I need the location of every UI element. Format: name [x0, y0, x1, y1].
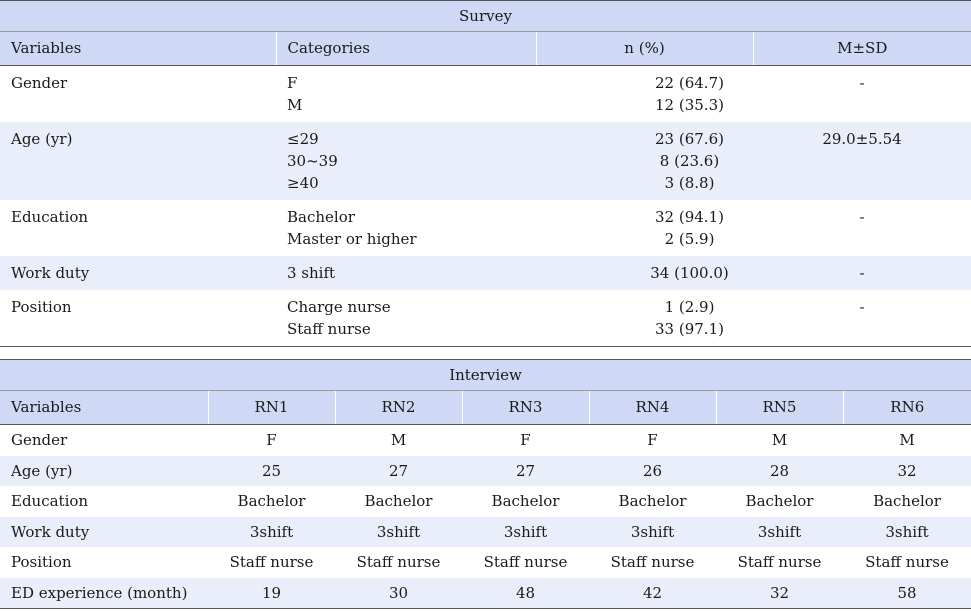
survey-categories-line: F [287, 74, 298, 92]
interview-variable: Work duty [0, 517, 208, 548]
survey-categories-line: 3 shift [287, 264, 336, 282]
survey-categories-line: M [287, 96, 303, 114]
interview-value: 3shift [589, 517, 716, 548]
survey-variable: Education [11, 208, 89, 226]
survey-n-line: 33 (97.1) [655, 320, 724, 338]
interview-table [0, 359, 971, 609]
survey-categories-line: 30~39 [287, 152, 338, 170]
survey-variable: Gender [11, 74, 68, 92]
interview-value: 58 [843, 578, 971, 609]
survey-msd: - [859, 74, 865, 92]
survey-msd: - [859, 208, 865, 226]
survey-n-line: 23 (67.6) [655, 130, 724, 148]
table-row [0, 122, 971, 200]
interview-value: Bachelor [237, 492, 306, 510]
interview-variable: Education [11, 492, 89, 510]
interview-value: 3shift [716, 517, 843, 548]
table-row [0, 290, 971, 347]
survey-n [536, 66, 753, 123]
interview-value: Bachelor [364, 492, 433, 510]
survey-categories [276, 66, 536, 123]
survey-n [536, 256, 753, 290]
survey-header-n: n (%) [536, 32, 753, 66]
survey-msd: - [753, 290, 971, 347]
interview-value: M [390, 431, 407, 449]
interview-value: Staff nurse [229, 553, 314, 571]
survey-categories-line: Charge nurse [287, 298, 391, 316]
survey-n-line: 12 (35.3) [655, 96, 724, 114]
interview-value: 25 [208, 456, 335, 487]
interview-value: 19 [208, 578, 335, 609]
survey-categories-line: Master or higher [287, 230, 417, 248]
interview-title-row [0, 360, 971, 391]
survey-n [536, 290, 753, 347]
interview-value: M [899, 431, 915, 449]
interview-value: 32 [843, 456, 971, 487]
survey-n [536, 200, 753, 256]
survey-title: Survey [0, 1, 971, 32]
survey-categories [276, 122, 536, 200]
table-row [0, 200, 971, 256]
survey-categories-line: Staff nurse [287, 320, 371, 338]
interview-value: Staff nurse [737, 553, 822, 571]
interview-header-rn: RN6 [843, 391, 971, 425]
interview-value: 3shift [208, 517, 335, 548]
interview-value: F [266, 431, 277, 449]
interview-value: Staff nurse [610, 553, 695, 571]
interview-value: 3shift [462, 517, 589, 548]
survey-header-msd: M±SD [753, 32, 971, 66]
survey-n [536, 122, 753, 200]
interview-value: 27 [462, 456, 589, 487]
survey-n-line: 32 (94.1) [655, 208, 724, 226]
survey-n-line: 1 (2.9) [664, 298, 715, 316]
survey-title-row [0, 1, 971, 32]
table-row [0, 456, 971, 487]
survey-header-categories: Categories [276, 32, 536, 66]
survey-msd: - [753, 256, 971, 290]
interview-value: 3shift [335, 517, 462, 548]
interview-header-row [0, 391, 971, 425]
table-row [0, 517, 971, 548]
survey-variable: Work duty [0, 256, 276, 290]
table-row [0, 578, 971, 609]
survey-variable: Position [0, 290, 276, 347]
interview-value: Bachelor [491, 492, 560, 510]
survey-msd: 29.0±5.54 [753, 122, 971, 200]
table-gap [0, 347, 971, 359]
survey-n-line: 22 (64.7) [655, 74, 724, 92]
survey-header-variables: Variables [0, 32, 276, 66]
interview-value: F [520, 431, 531, 449]
survey-header-row [0, 32, 971, 66]
survey-variable: Age (yr) [0, 122, 276, 200]
table-row [0, 486, 971, 517]
survey-categories-line: Bachelor [287, 208, 355, 226]
interview-header-variables: Variables [0, 391, 208, 425]
survey-n-line: 8 (23.6) [659, 152, 720, 170]
table-row [0, 66, 971, 123]
interview-value: 42 [589, 578, 716, 609]
interview-value: 28 [716, 456, 843, 487]
interview-value: Bachelor [873, 492, 941, 510]
interview-header-rn: RN5 [716, 391, 843, 425]
interview-value: 3shift [843, 517, 971, 548]
interview-variable: Gender [11, 431, 68, 449]
survey-categories [276, 290, 536, 347]
interview-value: 26 [589, 456, 716, 487]
survey-categories-line: ≤29 [287, 130, 319, 148]
survey-n-line: 2 (5.9) [664, 230, 715, 248]
interview-variable: ED experience (month) [0, 578, 208, 609]
interview-value: 27 [335, 456, 462, 487]
interview-value: Staff nurse [483, 553, 568, 571]
survey-categories [276, 200, 536, 256]
interview-variable: Position [11, 553, 72, 571]
interview-value: 32 [716, 578, 843, 609]
table-row [0, 425, 971, 456]
interview-value: Staff nurse [356, 553, 441, 571]
interview-value: M [771, 431, 788, 449]
interview-value: Staff nurse [865, 553, 949, 571]
interview-header-rn: RN2 [335, 391, 462, 425]
interview-value: Bachelor [618, 492, 687, 510]
survey-categories-line: ≥40 [287, 174, 319, 192]
survey-categories [276, 256, 536, 290]
interview-header-rn: RN4 [589, 391, 716, 425]
table-row [0, 256, 971, 290]
interview-variable: Age (yr) [0, 456, 208, 487]
interview-title: Interview [0, 360, 971, 391]
interview-value: 48 [462, 578, 589, 609]
survey-n-line: 3 (8.8) [664, 174, 715, 192]
interview-value: F [647, 431, 658, 449]
survey-n-line: 34 (100.0) [650, 264, 729, 282]
interview-value: Bachelor [745, 492, 814, 510]
interview-header-rn: RN3 [462, 391, 589, 425]
interview-header-rn: RN1 [208, 391, 335, 425]
interview-value: 30 [335, 578, 462, 609]
table-row [0, 547, 971, 578]
